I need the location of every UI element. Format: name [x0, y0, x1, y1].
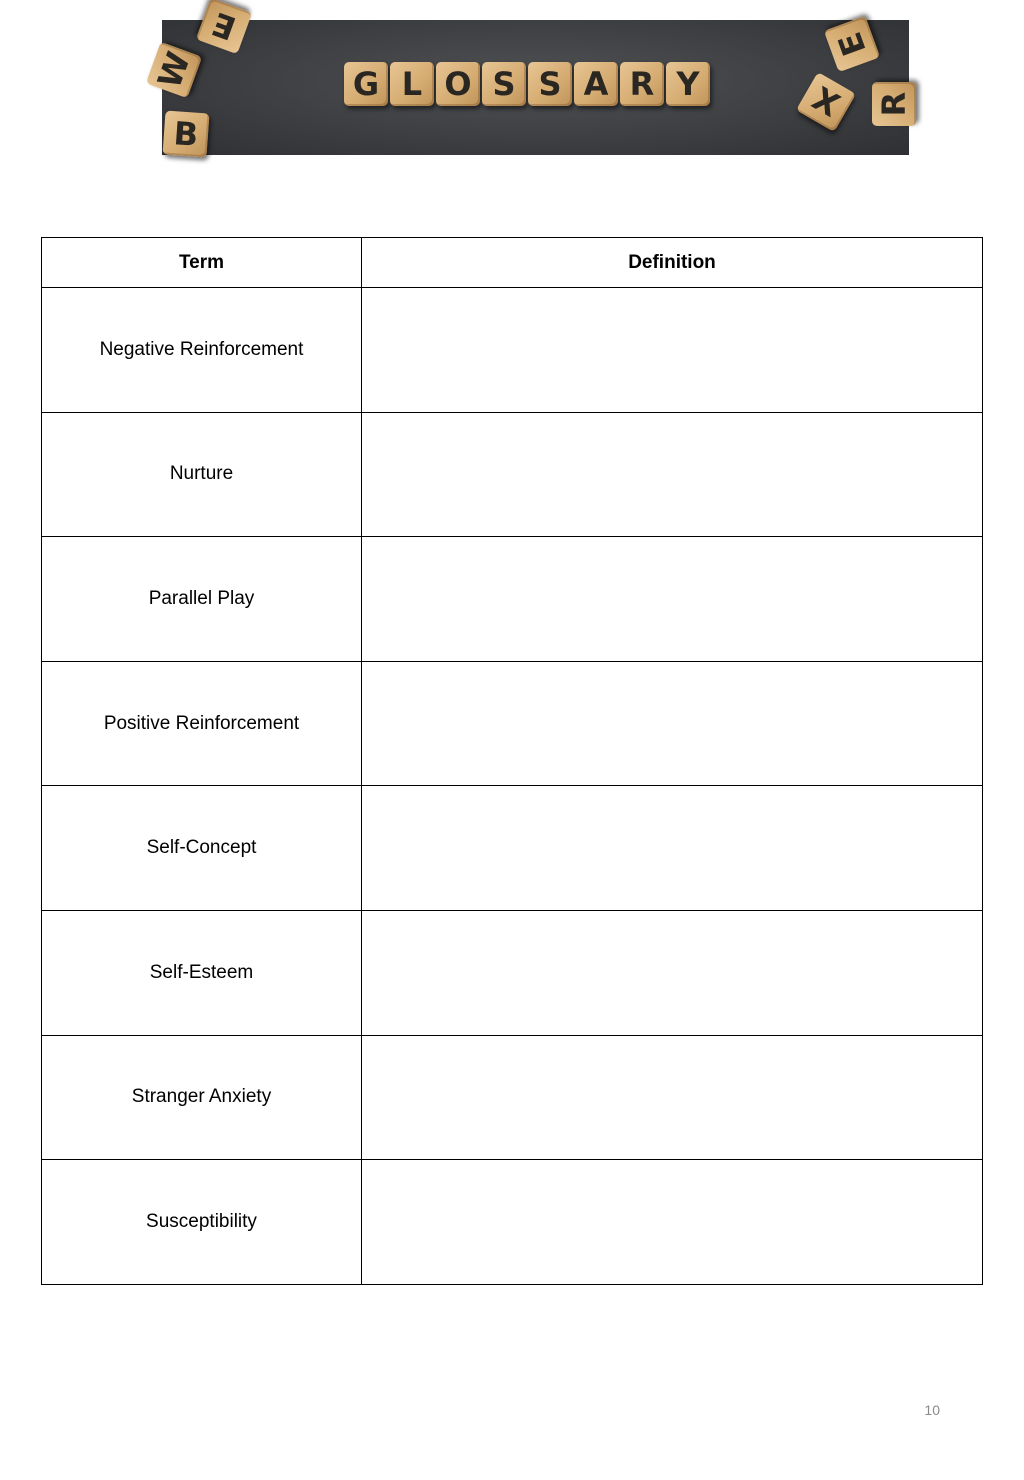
definition-cell[interactable]: [362, 661, 983, 786]
definition-cell[interactable]: [362, 1160, 983, 1285]
letter-tile: O: [436, 62, 480, 106]
decor-tile: E: [824, 16, 880, 72]
glossary-table: [41, 237, 983, 1285]
term-cell: Self-Concept: [42, 786, 362, 911]
definition-cell[interactable]: [362, 910, 983, 1035]
table-row: [42, 661, 983, 786]
term-cell: Positive Reinforcement: [42, 661, 362, 786]
letter-tile: S: [528, 62, 572, 106]
letter-tile: R: [620, 62, 664, 106]
table-header-row: [42, 238, 983, 288]
letter-tile: S: [482, 62, 526, 106]
table-row: [42, 786, 983, 911]
term-cell: Negative Reinforcement: [42, 288, 362, 413]
definition-cell[interactable]: [362, 1035, 983, 1160]
table-row: [42, 288, 983, 413]
decor-tile: R: [872, 82, 916, 126]
definition-column-header: Definition: [362, 238, 983, 288]
term-cell: Parallel Play: [42, 537, 362, 662]
letter-tile: G: [344, 62, 388, 106]
term-cell: Self-Esteem: [42, 910, 362, 1035]
decor-tile: W: [146, 42, 202, 98]
glossary-word-tiles: [344, 62, 710, 106]
definition-cell[interactable]: [362, 412, 983, 537]
table-row: [42, 910, 983, 1035]
letter-tile: Y: [666, 62, 710, 106]
letter-tile: A: [574, 62, 618, 106]
term-cell: Susceptibility: [42, 1160, 362, 1285]
term-cell: Stranger Anxiety: [42, 1035, 362, 1160]
definition-cell[interactable]: [362, 288, 983, 413]
decor-tile: E: [196, 0, 252, 54]
table-row: [42, 537, 983, 662]
decor-tile: X: [796, 72, 856, 132]
table-row: [42, 1035, 983, 1160]
decor-tile: B: [163, 111, 210, 158]
table-row: [42, 1160, 983, 1285]
definition-cell[interactable]: [362, 786, 983, 911]
table-row: [42, 412, 983, 537]
page-number: 10: [924, 1402, 940, 1418]
term-column-header: Term: [42, 238, 362, 288]
glossary-banner-image: [150, 4, 913, 155]
definition-cell[interactable]: [362, 537, 983, 662]
letter-tile: L: [390, 62, 434, 106]
term-cell: Nurture: [42, 412, 362, 537]
